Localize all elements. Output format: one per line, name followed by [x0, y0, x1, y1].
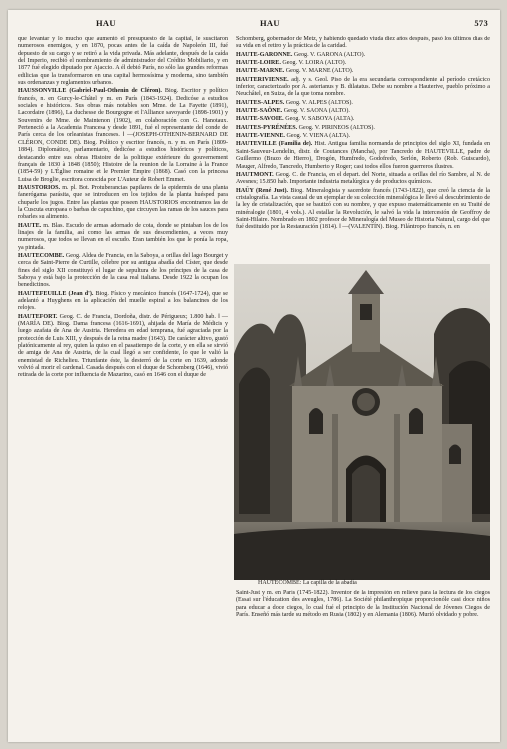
entry: [236, 141, 490, 170]
right-column-top: [236, 36, 490, 258]
entry-text: Biog. Físico y mecánico francés (1647-1724), que se adelantó a Huyghens en la aplicación del muelle espiral a los balancines de los relojes.: [18, 290, 228, 312]
header-center-guide: HAU: [260, 18, 280, 28]
entry: [236, 60, 490, 67]
entry-text: Geog. V. ALPES (ALTOS).: [285, 99, 353, 106]
entry: [236, 116, 490, 123]
entry-text: Saint-Just y m. en París (1745-1822). Inventor de la impresión en relieve para la lectura de los ciegos (Essai sur l'éducation des aveugles, 1786). La Société philanthropique proporcionóle casi doce niños para educar a doce ciegos, lo cual fué el principio de la Institución Nacional de Jóvenes Ciegos de París. Enseñó más tarde su método en Rusia (1802) y en Alemania (1806). Murió olvidado y pobre.: [236, 590, 490, 619]
entry-text: m. Blas. Escudo de armas adornado de cota, donde se pintaban los de los linajes de la familia, así como las armas de sus descendientes, a veces muy numerosos, que todos se llevan en el escudo. Eran también los que le ponía la ropa, ya pintada.: [18, 222, 228, 251]
entry: [236, 52, 490, 59]
entry: [236, 77, 490, 99]
entry-head: HAUTES-PYRÉNÉES.: [236, 124, 298, 131]
entry-head: HAUTERIVIENSE.: [236, 76, 289, 83]
entry: [236, 133, 490, 140]
entry: [236, 68, 490, 75]
entry-head: HAUTECOMBE.: [18, 252, 65, 259]
entry: [18, 223, 228, 252]
entry-head: HAUTES-ALPES.: [236, 99, 285, 106]
page-header: [8, 18, 500, 32]
entry-head: HAUTE-VIENNE.: [236, 133, 285, 140]
entry-head: HAUSTORIOS.: [18, 184, 61, 191]
entry-head: HAUTE-MARNE.: [236, 68, 285, 75]
entry: [236, 100, 490, 107]
entry: [18, 291, 228, 313]
entry: [236, 172, 490, 187]
entry-text: Biog. Mineralogista y sacerdote francés (1743-1822), que creó la ciencia de la cristalografía. La vista casual de un ejemplar de su colección mineralógica le llevó al descubrimiento de la ley de cristalización, que se bautizó con su nombre, y que expuso matemáticamente en su Traité de minéralogie (1801, 4 vols.). Al estallar la Revolución, le salvó la vida la intercesión de Geoffroy de Saint-Hilaire. Nombrado en 1802 profesor de Mineralogía del Museo de Historia Natural, cargo del que fué destituido por la Restauración (1814). ‖ —(VALENTÍN). Biog. Filántropo francés, n. en: [236, 187, 490, 231]
entry-head: HAUTE-LOIRE.: [236, 60, 281, 67]
entry-head: HAUTE-SAÔNE.: [236, 108, 283, 115]
entry-head: HAUTEFEUILLE (Jean d').: [18, 290, 94, 297]
entry-text: m. pl. Bot. Protuberancias papilares de la epidermis de una planta fanerógama parásita, que se introducen en los tejidos de la planta huésped para chuparle los jugos. Entre las plantas que poseen HAUSTORIOS encontramos las de la Cuscuta europaea o barbas de capuchino, que circuyen las ramas de los sauces para robarles su alimento.: [18, 184, 228, 221]
entry-text: que levantar y lo mucho que aumentó el presupuesto de la capital, le suscitaron numerosos enemigos, y en 1870, pocas antes de la caída de Napoleón III, fué depuesto de su cargo y se retiró a la vida privada. Más adelante, después de la caída del Imperio, recibió el nombramiento de administrador del Crédito Mobiliario, y en 1877 fué elegido diputado por Ajaccio. A él debió París, no sólo las grandes reformas edilicias que la transformaron en una capital hermosísima y moderna, sino también sus ordenanzas y reglamentos urbanos.: [18, 36, 228, 87]
entry-head: HAUTEFORT.: [18, 313, 58, 320]
entry: [18, 88, 228, 183]
entry: [236, 590, 490, 619]
entry-text: Geog. Aldea de Francia, en la Saboya, a orillas del lago Bourget y cerca de Saint-Pierre de Curtille, célebre por su antigua abadía del Císter, que desde fines del siglo XII constituyó el lugar de sepultura de los príncipes de la casa de Saboya y está bajo la protección de la casa real italiana. Desde 1922 la ocupan los benedictinos.: [18, 252, 228, 289]
entry: [18, 253, 228, 290]
entry-head: HAUTMONT.: [236, 171, 274, 178]
header-left-guide: HAU: [96, 18, 116, 28]
entry-text: Geog. C. de Francia, en el depart. del Norte, situada a orillas del río Sambre, al N. de Avesnes; 15.850 hab. Importante industria metalúrgica y de productos químicos.: [236, 171, 490, 186]
entry-text: Geog. V. VIENA (ALTA).: [286, 133, 351, 140]
dictionary-page: [8, 10, 500, 742]
entry: [236, 36, 490, 51]
entry: [236, 125, 490, 132]
entry: [18, 314, 228, 380]
entry-head: HAUSSONVILLE (Gabriel-Paul-Othenin de Cléron).: [18, 88, 162, 95]
entry-head: HAUTE-GARONNE.: [236, 51, 293, 58]
entry-text: Geog. C. de Francia, Dordoña, distr. de Périgueux; 1.800 hab. ‖ —(MARÍA DE). Biog. Dama francesa (1616-1691), ahijada de María de Médicis y luego azafata de Ana de Austria. Heredera en edad temprana, fué agraciada por la protección de Luis XIII, y después de la reina madre (1643). De carácter altivo, gustó platónicamente al rey, quien la quiso en el pasatiempo de la corte, y en ella se sirvió de amiga de Ana de Austria, de la cual llegó a ser confidente, lo que le valió la enemistad de Richelieu. Triunfante éste, la desterró de la corte en 1639, adonde volvió al morir el cardenal. Casada después con el duque de Schomberg (1646), vivió retirada de la corte por influencia de Mazarino, casó en 1646 con el duque de: [18, 313, 228, 379]
entry-text: Geog. V. SAONA (ALTO).: [283, 108, 350, 115]
photo-caption: HAUTECOMBE: La capilla de la abadía: [258, 580, 357, 586]
entry: [236, 188, 490, 232]
entry-text: Geog. V. LOIRA (ALTO).: [282, 60, 347, 67]
entry-text: Geog. V. MARNE (ALTO).: [285, 68, 354, 75]
entry-head: HAUTEVILLE (Familia de).: [236, 141, 313, 148]
page-number: 573: [474, 18, 488, 28]
entry-text: Geog. V. PIRINEOS (ALTOS).: [298, 124, 375, 131]
entry: [18, 36, 228, 87]
entry-head: HAUTE.: [18, 222, 42, 229]
entry-head: HAUTE-SAVOIE.: [236, 116, 284, 123]
abbey-chapel-photo: [234, 264, 490, 580]
right-column-bottom: [236, 590, 490, 735]
entry-text: Hist. Antigua familia normanda de principios del siglo XI, fundada en Saint-Sauveur-Lendelin, distr. de Coutances (Mancha), por Tancredo de HAUTEVILLE, padre de Guillermo (Brazo de Hierro), Drogón, Humfredo, Godofredo, Serlón, Roberto (Rob. Guiscardo), Mauger, Alfredo, Tancredo, Humberto y Roger; casi todos ellos fueron guerreros ilustres.: [236, 141, 490, 170]
entry-text: Geog. V. GARONA (ALTO).: [293, 51, 366, 58]
left-column: [18, 36, 228, 736]
entry-text: adj. y s. Geol. Piso de la era secundaria correspondiente al período cretácico inferior, caracterizado por A. asterianus y B. dilatatus. Debe su nombre a Hauterive, pueblo próximo a Neuchâtel, en Suiza, de la que toma nombre.: [236, 76, 490, 98]
entry-text: Geog. V. SABOYA (ALTA).: [285, 116, 355, 123]
entry: [236, 108, 490, 115]
entry: [18, 185, 228, 222]
entry-text: Schomberg, gobernador de Metz, y habiendo quedado viuda diez años después, pasó los últimos días de su vida en el retiro y la práctica de la caridad.: [236, 36, 490, 50]
entry-head: HAÜY (René Just).: [236, 187, 289, 194]
entry-text: Biog. Escritor y político francés, n. en Gurcy-le-Châtel y m. en París (1843-1924). Dedicóse a estudios sociales e históricos. Sus obras más notables son Mme. de La Fayette (1891), Lacordaire (1896), La duchesse de Bourgogne et l'Alliance savoyarde (1898-1901) y Souvenirs de Mme. de Maintenon (1902), en colaboración con G. Hanotaux. Perteneció a la Academia Francesa y desde 1891, fué el representante del conde de París cerca de los orleanistas franceses. ‖ —(JOSEPH-OTHENIN-BERNARD DE CLÉRON, CONDE DE). Biog. Político y escritor francés, n. y m. en París (1809-1884). Diplomático, parlamentario, dedicóse a estudios históricos y políticos, destacando entre sus obras Histoire de la politique extérieure du gouvernement français de 1830 à 1848 (1850); Histoire de la reunion de la Lorraine à la France (1854-59) y L'Église romaine et le Premier Empire (1868). Casó con la princesa Luisa de Broglie, escritora conocida por L'Auteur de Robert Emmet.: [18, 88, 228, 183]
